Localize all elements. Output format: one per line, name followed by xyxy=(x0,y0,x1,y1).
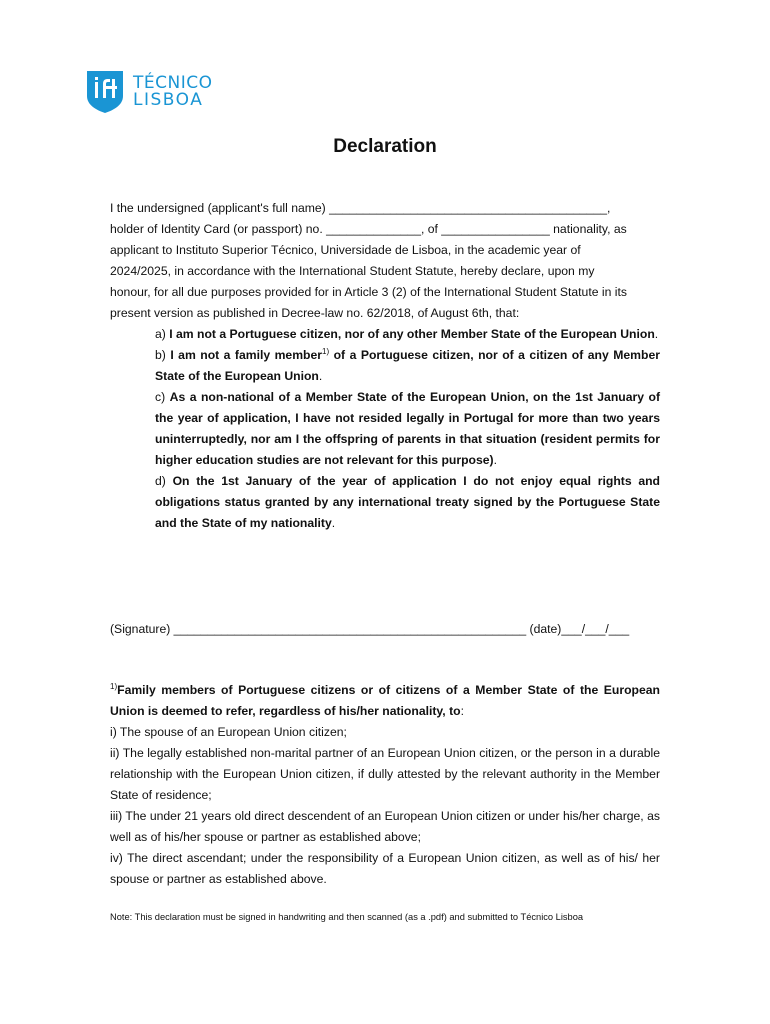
intro-line: applicant to Instituto Superior Técnico, Universidade de Lisboa, in the academic year of xyxy=(110,243,581,257)
footnote xyxy=(110,680,660,890)
footnote-item-iii: iii) The under 21 years old direct descendent of an European Union citizen or under his/her charge, as well as of his/her spouse or partner as established above; xyxy=(110,809,660,844)
footnote-ref: 1) xyxy=(322,346,330,356)
document-title: Declaration xyxy=(333,136,437,157)
intro-line: holder of Identity Card (or passport) no. ______________, of ________________ nationality, as xyxy=(110,222,627,236)
item-b: b) I am not a family member$^{1)}$ of a Portuguese citizen, nor of a citizen of any Member State of the European Union. xyxy=(155,346,660,383)
logo-text-line1: TÉCNICO xyxy=(133,73,213,93)
intro-line: honour, for all due purposes provided for in Article 3 (2) of the International Student Statute in its xyxy=(110,285,627,299)
item-a: a) I am not a Portuguese citizen, nor of any other Member State of the European Union. xyxy=(155,327,659,341)
declaration-items xyxy=(155,324,660,534)
declaration-intro xyxy=(110,198,660,324)
footnote-heading: $^{1)}$Family members of Portuguese citizens or of citizens of a Member State of the European Union is deemed to refer, regardless of his/her nationality, to: xyxy=(110,681,660,718)
submission-note: Note: This declaration must be signed in handwriting and then scanned (as a .pdf) and submitted to Técnico Lisboa xyxy=(110,912,584,922)
logo-text-line2: LISBOA xyxy=(133,90,204,110)
intro-line: present version as published in Decree-law no. 62/2018, of August 6th, that: xyxy=(110,306,520,320)
shield-icon xyxy=(86,70,124,114)
signature-date-line: (Signature) ____________________________________________________ (date)___/___/___ xyxy=(110,622,630,636)
item-c: c) As a non-national of a Member State of the European Union, on the 1st January of the year of application, I have not resided legally in Portugal for more than two years uninterruptedly, nor am I the offspring of parents in that situation (resident permits for higher education studies are not relevant for this purpose). xyxy=(155,390,660,467)
institution-logo xyxy=(86,70,212,114)
intro-line: I the undersigned (applicant's full name) _________________________________________, xyxy=(110,201,611,215)
footnote-item-ii: ii) The legally established non-marital partner of an European Union citizen, or the person in a durable relationship with the European Union citizen, if dully attested by the relevant authority in the Member State of residence; xyxy=(110,746,660,802)
item-d: d) On the 1st January of the year of application I do not enjoy equal rights and obligations status granted by any international treaty signed by the Portuguese State and the State of my nationality. xyxy=(155,474,660,530)
footnote-item-i: i) The spouse of an European Union citizen; xyxy=(110,725,347,739)
footnote-item-iv: iv) The direct ascendant; under the responsibility of a European Union citizen, as well as of his/ her spouse or partner as established above. xyxy=(110,851,660,886)
intro-line: 2024/2025, in accordance with the International Student Statute, hereby declare, upon my xyxy=(110,264,595,278)
